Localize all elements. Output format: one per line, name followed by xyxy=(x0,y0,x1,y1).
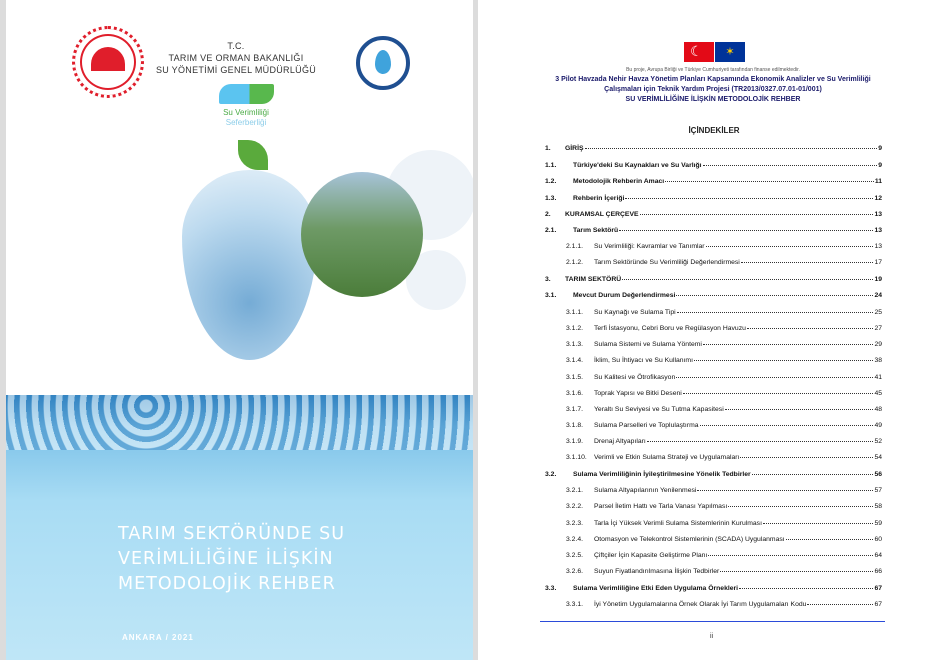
toc-entry-title: Verimli ve Etkin Sulama Strateji ve Uygulamaları xyxy=(594,454,740,461)
toc-leader-dots xyxy=(585,148,878,149)
toc-entry-title: Sulama Altyapılarının Yenilenmesi xyxy=(594,487,697,494)
turkey-flag-icon xyxy=(684,42,714,62)
project-line: SU VERİMLİLİĞİNE İLİŞKİN METODOLOJİK REHBER xyxy=(625,96,801,103)
toc-leader-dots xyxy=(694,360,873,361)
toc-entry[interactable] xyxy=(566,341,882,351)
toc-entry-number: 1.3. xyxy=(545,195,557,202)
toc-leader-dots xyxy=(739,588,873,589)
toc-entry[interactable] xyxy=(566,487,882,497)
toc-entry-number: 2.1.1. xyxy=(566,243,584,250)
toc-entry-number: 3.2.3. xyxy=(566,520,584,527)
toc-entry-title: Terfi İstasyonu, Cebri Boru ve Regülasyon Havuzu xyxy=(594,325,746,332)
cover-title xyxy=(118,522,345,597)
toc-entry[interactable] xyxy=(566,325,882,335)
directorate-logo xyxy=(356,36,410,90)
toc-entry[interactable] xyxy=(545,585,882,595)
toc-entry-title: Rehberin İçeriği xyxy=(573,195,625,202)
project-line: 3 Pilot Havzada Nehir Havza Yönetim Planları Kapsamında Ekonomik Analizler ve Su Verimliliği xyxy=(555,76,871,83)
toc-entry[interactable] xyxy=(566,438,882,448)
toc-entry[interactable] xyxy=(566,552,882,562)
funding-flags xyxy=(684,42,745,62)
toc-entry[interactable] xyxy=(545,178,882,188)
toc-entry-page: 12 xyxy=(874,195,882,202)
toc-heading: İÇİNDEKİLER xyxy=(688,126,740,135)
toc-entry-page: 29 xyxy=(874,341,882,348)
toc-entry-page: 13 xyxy=(874,227,882,234)
toc-entry-number: 3.1. xyxy=(545,292,557,299)
toc-entry[interactable] xyxy=(566,568,882,578)
toc-entry-page: 11 xyxy=(874,178,882,185)
toc-leader-dots xyxy=(752,474,874,475)
toc-leader-dots xyxy=(740,457,873,458)
toc-entry-title: İyi Yönetim Uygulamalarına Örnek Olarak İyi Tarım Uygulamaları Kodu xyxy=(594,601,807,608)
toc-entry[interactable] xyxy=(566,454,882,464)
toc-entry-title: Suyun Fiyatlandırılmasına İlişkin Tedbirler xyxy=(594,568,720,575)
toc-entry[interactable] xyxy=(545,195,882,205)
toc-entry-title: Türkiye'deki Su Kaynakları ve Su Varlığı xyxy=(573,162,702,169)
toc-entry-page: 56 xyxy=(874,471,882,478)
toc-entry-title: KURAMSAL ÇERÇEVE xyxy=(565,211,639,218)
campaign-logo xyxy=(216,84,276,128)
toc-entry-number: 3.1.1. xyxy=(566,309,584,316)
toc-entry-number: 2.1. xyxy=(545,227,557,234)
toc-entry-number: 2. xyxy=(545,211,551,218)
toc-entry-title: Toprak Yapısı ve Bitki Deseni xyxy=(594,390,682,397)
toc-entry-page: 59 xyxy=(874,520,882,527)
toc-entry-page: 52 xyxy=(874,438,882,445)
toc-entry-title: Metodolojik Rehberin Amacı xyxy=(573,178,665,185)
water-surface xyxy=(6,395,473,450)
toc-leader-dots xyxy=(747,328,874,329)
toc-entry-page: 49 xyxy=(874,422,882,429)
toc-leader-dots xyxy=(647,441,874,442)
toc-entry-page: 67 xyxy=(874,585,882,592)
toc-leader-dots xyxy=(625,198,873,199)
toc-leader-dots xyxy=(665,181,874,182)
toc-entry-title: Tarla İçi Yüksek Verimli Sulama Sistemlerinin Kurulması xyxy=(594,520,762,527)
toc-entry[interactable] xyxy=(566,357,882,367)
toc-entry-number: 3.2.5. xyxy=(566,552,584,559)
toc-entry-title: İklim, Su İhtiyacı ve Su Kullanımı xyxy=(594,357,693,364)
toc-entry-number: 3.1.7. xyxy=(566,406,584,413)
toc-entry-title: Drenaj Altyapıları xyxy=(594,438,646,445)
toc-entry-page: 58 xyxy=(874,503,882,510)
toc-entry-page: 19 xyxy=(874,276,882,283)
toc-entry[interactable] xyxy=(566,374,882,384)
toc-leader-dots xyxy=(622,279,873,280)
toc-leader-dots xyxy=(676,295,873,296)
toc-entry[interactable] xyxy=(545,211,882,221)
toc-entry-title: Su Kalitesi ve Ötrofikasyon xyxy=(594,374,676,381)
toc-entry-page: 41 xyxy=(874,374,882,381)
toc-entry-number: 3. xyxy=(545,276,551,283)
toc-entry-page: 54 xyxy=(874,454,882,461)
toc-leader-dots xyxy=(640,214,874,215)
cover-page xyxy=(6,0,473,660)
toc-entry-number: 3.2. xyxy=(545,471,557,478)
toc-entry-title: Sulama Verimliliğine Etki Eden Uygulama Örnekleri xyxy=(573,585,739,592)
toc-entry[interactable] xyxy=(566,309,882,319)
toc-entry-page: 67 xyxy=(874,601,882,608)
toc-entry-number: 1.2. xyxy=(545,178,557,185)
sprout-image xyxy=(238,140,268,170)
toc-leader-dots xyxy=(706,246,874,247)
toc-entry-number: 1.1. xyxy=(545,162,557,169)
toc-entry-number: 3.1.6. xyxy=(566,390,584,397)
toc-entry-title: Otomasyon ve Telekontrol Sistemlerinin (SCADA) Uygulanması xyxy=(594,536,785,543)
toc-entry-page: 64 xyxy=(874,552,882,559)
toc-entry-title: GİRİŞ xyxy=(565,145,584,152)
toc-entry-page: 27 xyxy=(874,325,882,332)
toc-entry[interactable] xyxy=(545,292,882,302)
toc-entry-page: 57 xyxy=(874,487,882,494)
toc-entry-number: 3.2.2. xyxy=(566,503,584,510)
toc-leader-dots xyxy=(703,165,878,166)
title-line: TARIM SEKTÖRÜNDE SU xyxy=(118,524,346,544)
toc-entry-number: 3.2.4. xyxy=(566,536,584,543)
toc-leader-dots xyxy=(741,262,874,263)
toc-entry-number: 3.2.6. xyxy=(566,568,584,575)
toc-entry[interactable] xyxy=(545,276,882,286)
ministry-name xyxy=(136,40,336,76)
toc-entry-title: Su Kaynağı ve Sulama Tipi xyxy=(594,309,676,316)
title-line: VERİMLİLİĞİNE İLİŞKİN xyxy=(118,549,334,569)
toc-leader-dots xyxy=(700,425,874,426)
toc-entry-number: 3.1.3. xyxy=(566,341,584,348)
toc-entry-page: 48 xyxy=(874,406,882,413)
campaign-line: Seferberliği xyxy=(225,118,267,127)
toc-leader-dots xyxy=(763,523,873,524)
toc-entry[interactable] xyxy=(566,259,882,269)
toc-entry-title: Su Verimliliği: Kavramlar ve Tanımlar xyxy=(594,243,705,250)
toc-entry-number: 3.3. xyxy=(545,585,557,592)
toc-entry-page: 9 xyxy=(878,162,882,169)
toc-leader-dots xyxy=(676,377,873,378)
irrigation-photo xyxy=(301,172,423,297)
page-number: ii xyxy=(710,633,714,640)
ministry-line: TARIM VE ORMAN BAKANLIĞI xyxy=(168,53,304,63)
title-line: METODOLOJİK REHBER xyxy=(118,574,336,594)
funding-note: Bu proje, Avrupa Birliği ve Türkiye Cumhuriyeti tarafından finanse edilmektedir. xyxy=(626,67,800,73)
toc-entry-page: 25 xyxy=(874,309,882,316)
toc-leader-dots xyxy=(720,571,873,572)
toc-entry[interactable] xyxy=(566,520,882,530)
toc-leader-dots xyxy=(619,230,873,231)
footer-divider xyxy=(540,621,885,622)
toc-entry-number: 3.1.2. xyxy=(566,325,584,332)
toc-entry-title: Tarım Sektöründe Su Verimliliği Değerlendirmesi xyxy=(594,259,740,266)
ministry-line: SU YÖNETİMİ GENEL MÜDÜRLÜĞÜ xyxy=(155,65,317,75)
toc-leader-dots xyxy=(677,312,874,313)
ministry-line: T.C. xyxy=(227,41,245,51)
toc-entry-number: 3.1.9. xyxy=(566,438,584,445)
campaign-logo-mark xyxy=(219,84,274,104)
toc-entry-number: 1. xyxy=(545,145,551,152)
toc-entry-number: 3.1.10. xyxy=(566,454,587,461)
toc-leader-dots xyxy=(807,604,873,605)
eu-flag-icon: ✶ xyxy=(715,42,745,62)
toc-entry-page: 66 xyxy=(874,568,882,575)
toc-entry-page: 45 xyxy=(874,390,882,397)
toc-entry-number: 3.3.1. xyxy=(566,601,584,608)
toc-entry-page: 13 xyxy=(874,243,882,250)
toc-entry[interactable] xyxy=(545,227,882,237)
toc-entry-page: 24 xyxy=(874,292,882,299)
toc-entry-number: 2.1.2. xyxy=(566,259,584,266)
toc-entry[interactable] xyxy=(545,471,882,481)
toc-entry[interactable] xyxy=(566,390,882,400)
toc-entry-number: 3.1.8. xyxy=(566,422,584,429)
toc-page xyxy=(478,0,950,660)
campaign-line: Su Verimliliği xyxy=(223,108,269,117)
toc-entry-title: TARIM SEKTÖRÜ xyxy=(565,276,622,283)
toc-entry-title: Yeraltı Su Seviyesi ve Su Tutma Kapasitesi xyxy=(594,406,724,413)
ministry-seal-logo xyxy=(72,26,144,98)
toc-entry-page: 38 xyxy=(874,357,882,364)
toc-entry-title: Sulama Verimliliğinin İyileştirilmesine Yönelik Tedbirler xyxy=(573,471,751,478)
toc-entry-number: 3.2.1. xyxy=(566,487,584,494)
toc-entry[interactable] xyxy=(566,422,882,432)
toc-leader-dots xyxy=(725,409,874,410)
toc-entry-title: Sulama Sistemi ve Sulama Yöntemi xyxy=(594,341,702,348)
toc-leader-dots xyxy=(697,490,873,491)
toc-entry-page: 13 xyxy=(874,211,882,218)
water-drop-image xyxy=(182,170,317,360)
toc-entry[interactable] xyxy=(566,601,882,611)
toc-entry-title: Tarım Sektörü xyxy=(573,227,619,234)
toc-entry-title: Mevcut Durum Değerlendirmesi xyxy=(573,292,676,299)
city-year: ANKARA / 2021 xyxy=(122,633,194,642)
project-line: Çalışmaları için Teknik Yardım Projesi (TR2013/0327.07.01-01/001) xyxy=(604,86,822,93)
toc-leader-dots xyxy=(728,506,873,507)
toc-entry[interactable] xyxy=(545,145,882,155)
toc-leader-dots xyxy=(683,393,874,394)
project-header xyxy=(538,75,888,105)
toc-entry[interactable] xyxy=(566,503,882,513)
toc-entry-page: 9 xyxy=(878,145,882,152)
toc-leader-dots xyxy=(708,555,873,556)
toc-entry-title: Sulama Parselleri ve Toplulaştırma xyxy=(594,422,699,429)
toc-entry-title: Parsel İletim Hattı ve Tarla Vanası Yapılması xyxy=(594,503,728,510)
toc-entry[interactable] xyxy=(566,406,882,416)
toc-entry[interactable] xyxy=(566,536,882,546)
toc-entry-title: Çiftçiler İçin Kapasite Geliştirme Planı xyxy=(594,552,708,559)
toc-entry[interactable] xyxy=(545,162,882,172)
toc-entry-page: 60 xyxy=(874,536,882,543)
toc-leader-dots xyxy=(703,344,874,345)
toc-entry-number: 3.1.5. xyxy=(566,374,584,381)
toc-entry[interactable] xyxy=(566,243,882,253)
toc-leader-dots xyxy=(786,539,874,540)
toc-entry-number: 3.1.4. xyxy=(566,357,584,364)
toc-entry-page: 17 xyxy=(874,259,882,266)
